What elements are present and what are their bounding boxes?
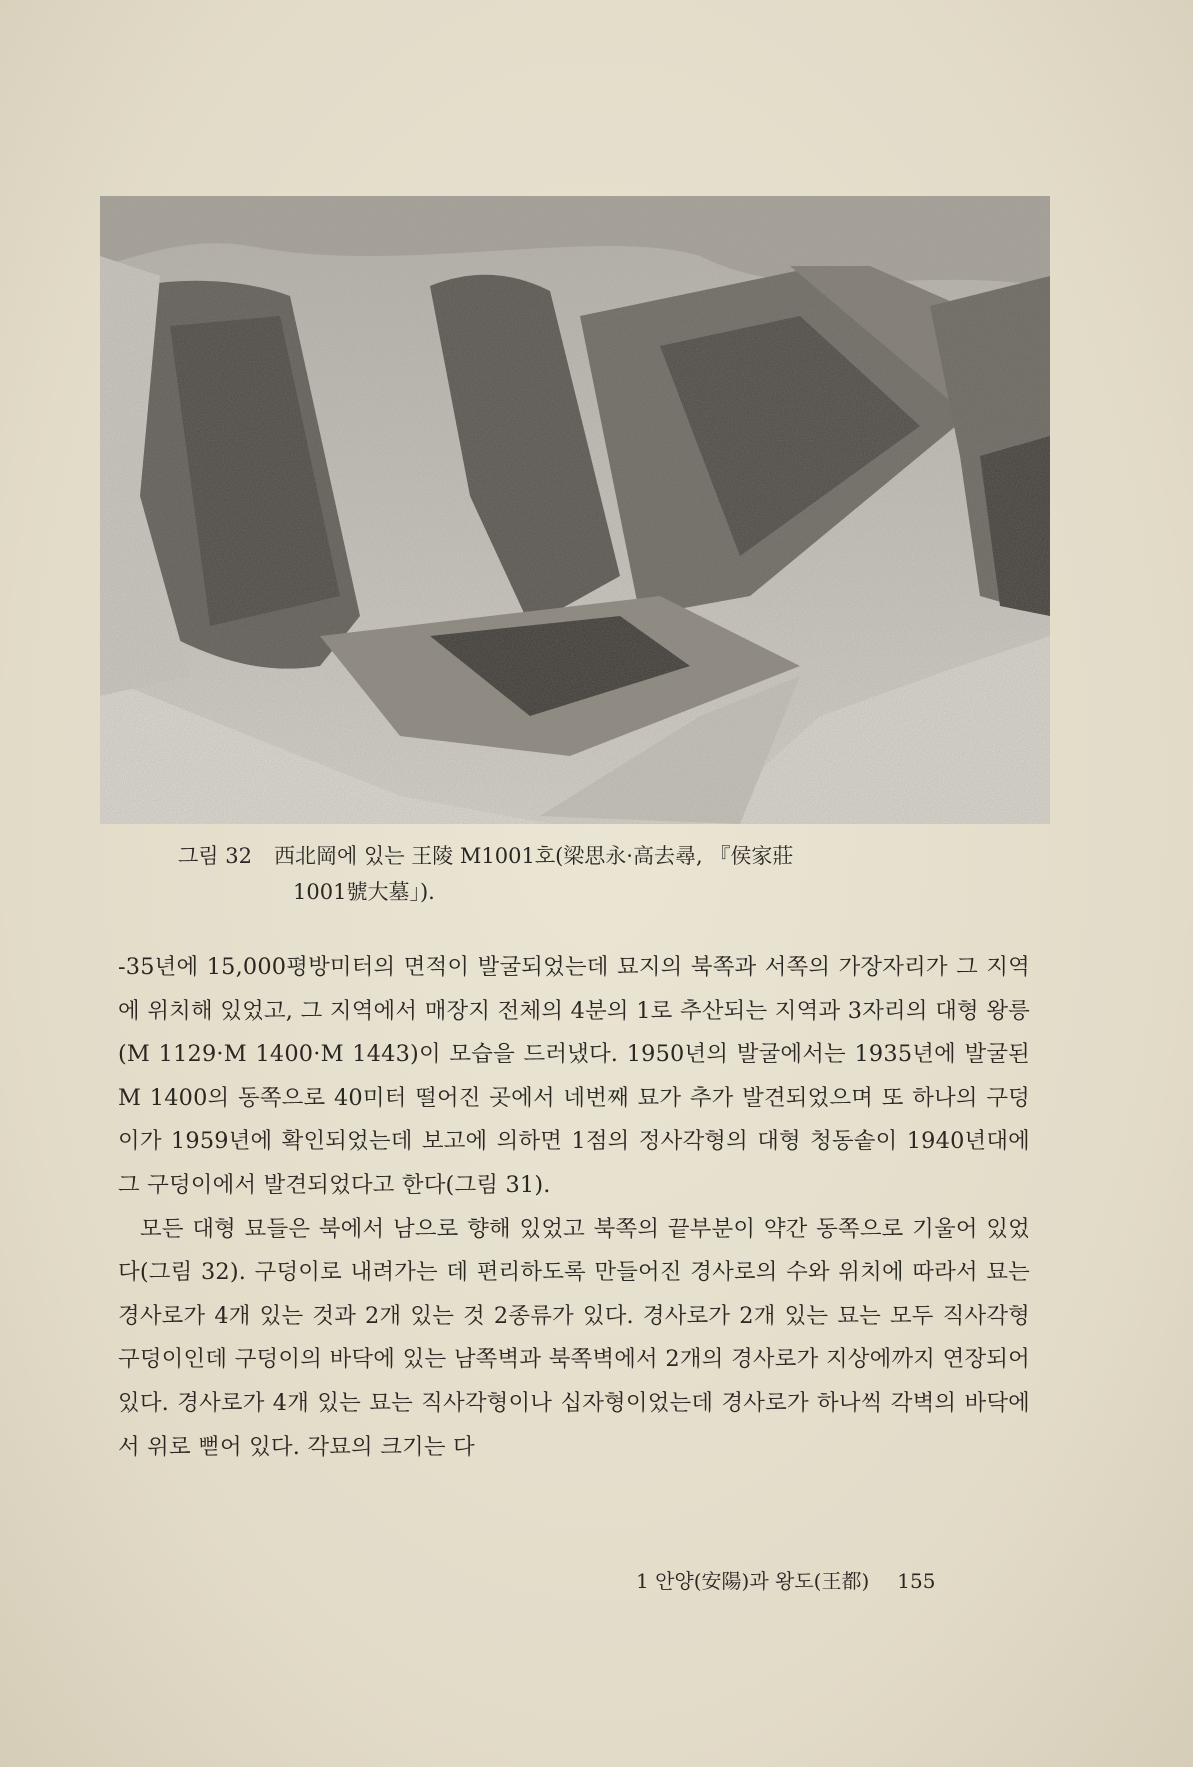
paragraph-2: 모든 대형 묘들은 북에서 남으로 향해 있었고 북쪽의 끝부분이 약간 동쪽으로 기울어 있었다(그림 32). 구덩이로 내려가는 데 편리하도록 만들어진 경사로의 수와 위치에 따라서 묘는 경사로가 4개 있는 것과 2개 있는 것 2종류가 있다. 경사로가 2개 있는 묘는 모두 직사각형 구덩이인데 구덩이의 바닥에 있는 남쪽벽과 북쪽벽에서 2개의 경사로가 지상에까지 연장되어 있다. 경사로가 4개 있는 묘는 직사각형이나 십자형이었는데 경사로가 하나씩 각벽의 바닥에서 위로 뻗어 있다. 각묘의 크기는 다 bbox=[118, 1215, 1030, 1460]
excavation-photo bbox=[100, 196, 1050, 824]
figure-caption bbox=[178, 838, 998, 910]
figure-number: 그림 32 bbox=[178, 844, 252, 868]
running-head: 1 안양(安陽)과 왕도(王都) bbox=[636, 1569, 870, 1593]
excavation-photo-image bbox=[100, 196, 1050, 824]
caption-line-2: 1001號大墓」). bbox=[293, 880, 435, 904]
page-number: 155 bbox=[897, 1569, 936, 1593]
page-footer bbox=[636, 1565, 1016, 1594]
body-text bbox=[118, 946, 1030, 1469]
caption-line-1: 西北岡에 있는 王陵 M1001호(梁思永·高去尋, 『侯家莊 bbox=[273, 844, 794, 868]
paragraph-1: -35년에 15,000평방미터의 면적이 발굴되었는데 묘지의 북쪽과 서쪽의 가장자리가 그 지역에 위치해 있었고, 그 지역에서 매장지 전체의 4분의 1로 추산되는 지역과 3자리의 대형 왕릉(M 1129·M 1400·M 1443)이 모습을 드러냈다. 1950년의 발굴에서는 1935년에 발굴된 M 1400의 동쪽으로 40미터 떨어진 곳에서 네번째 묘가 추가 발견되었으며 또 하나의 구덩이가 1959년에 확인되었는데 보고에 의하면 1점의 정사각형의 대형 청동솥이 1940년대에 그 구덩이에서 발견되었다고 한다(그림 31). bbox=[118, 954, 1030, 1198]
